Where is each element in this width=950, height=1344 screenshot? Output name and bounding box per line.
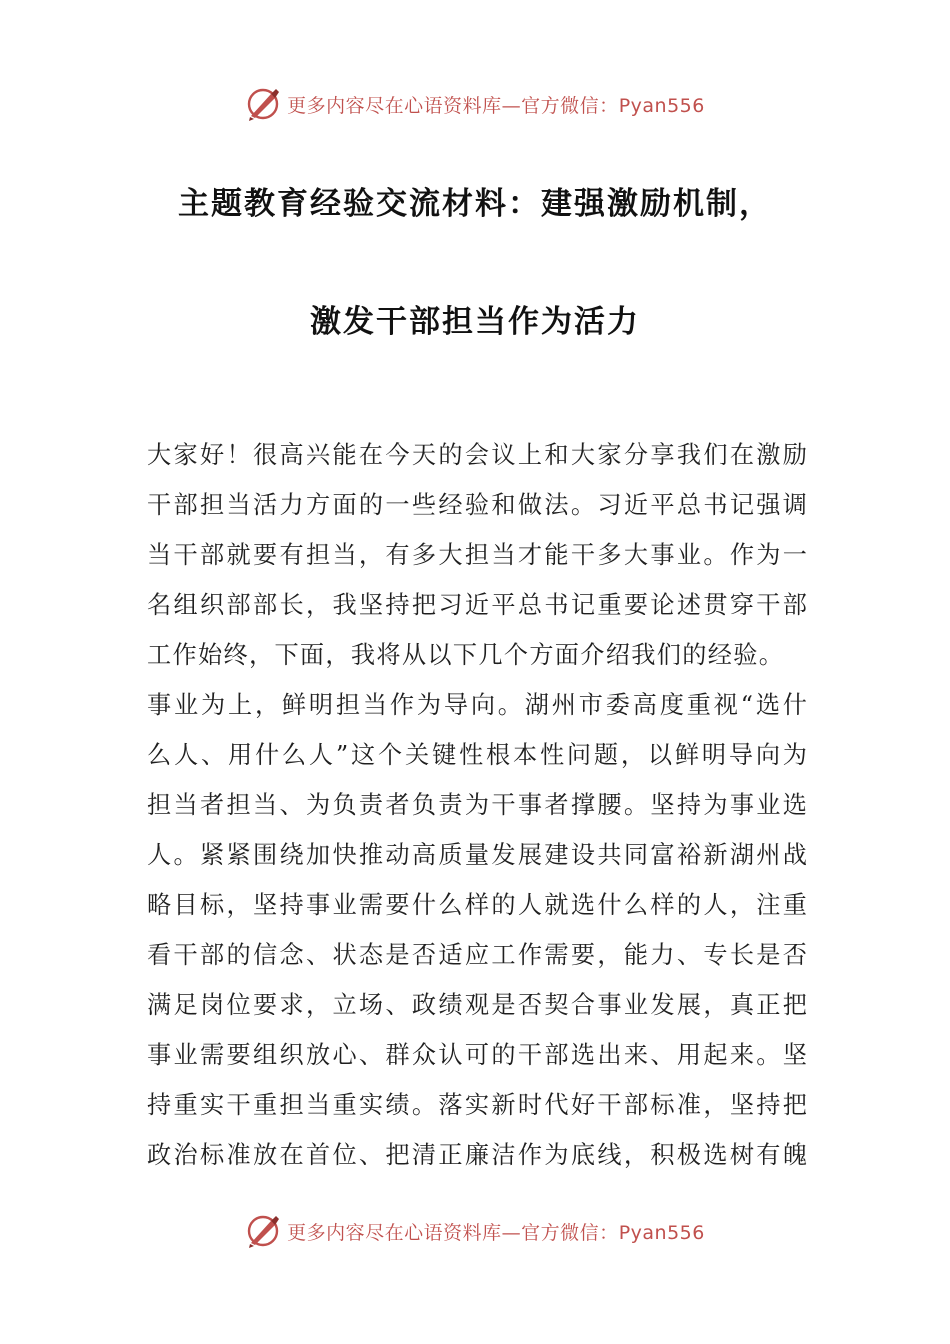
footer-watermark-text: [287, 1218, 705, 1245]
header-watermark-main: 更多内容尽在心语资料库: [287, 94, 502, 117]
footer-watermark-wechat-label: 官方微信：: [521, 1221, 619, 1244]
header-watermark-text: [287, 91, 705, 118]
pen-circle-logo-icon: [245, 1213, 281, 1249]
footer-watermark-banner: [0, 1209, 950, 1253]
body-line: 持重实干重担当重实绩。落实新时代好干部标准，坚持把: [147, 1091, 807, 1119]
body-line: 大家好！很高兴能在今天的会议上和大家分享我们在激励: [147, 441, 807, 469]
pen-circle-logo-icon: [245, 86, 281, 122]
body-line: 事业为上，鲜明担当作为导向。湖州市委高度重视“选什: [147, 691, 807, 719]
footer-watermark-dash: —: [501, 1221, 522, 1244]
body-line: 看干部的信念、状态是否适应工作需要，能力、专长是否: [147, 941, 807, 969]
document-body: [147, 430, 807, 1180]
header-watermark-wechat-id: Pyan556: [618, 94, 705, 117]
footer-watermark-main: 更多内容尽在心语资料库: [287, 1221, 502, 1244]
body-line: 干部担当活力方面的一些经验和做法。习近平总书记强调: [147, 491, 807, 519]
document-title-line-2: 激发干部担当作为活力: [310, 304, 640, 340]
body-line: 事业需要组织放心、群众认可的干部选出来、用起来。坚: [147, 1041, 807, 1069]
body-line: 满足岗位要求，立场、政绩观是否契合事业发展，真正把: [147, 991, 807, 1019]
body-line: 人。紧紧围绕加快推动高质量发展建设共同富裕新湖州战: [147, 841, 807, 869]
body-line: 名组织部部长，我坚持把习近平总书记重要论述贯穿干部: [147, 591, 807, 619]
body-line: 担当者担当、为负责者负责为干事者撑腰。坚持为事业选: [147, 791, 807, 819]
footer-watermark-wechat-id: Pyan556: [618, 1221, 705, 1244]
header-watermark-banner: [0, 82, 950, 126]
body-line: 略目标，坚持事业需要什么样的人就选什么样的人，注重: [147, 891, 807, 919]
document-title-line-1: 主题教育经验交流材料：建强激励机制，: [178, 186, 772, 222]
body-line: 政治标准放在首位、把清正廉洁作为底线，积极选树有魄: [147, 1141, 807, 1169]
body-line: 么人、用什么人”这个关键性根本性问题，以鲜明导向为: [147, 741, 807, 769]
body-line: 当干部就要有担当，有多大担当才能干多大事业。作为一: [147, 541, 807, 569]
body-line: 工作始终，下面，我将从以下几个方面介绍我们的经验。: [147, 641, 785, 669]
header-watermark-dash: —: [501, 94, 522, 117]
header-watermark-wechat-label: 官方微信：: [521, 94, 619, 117]
